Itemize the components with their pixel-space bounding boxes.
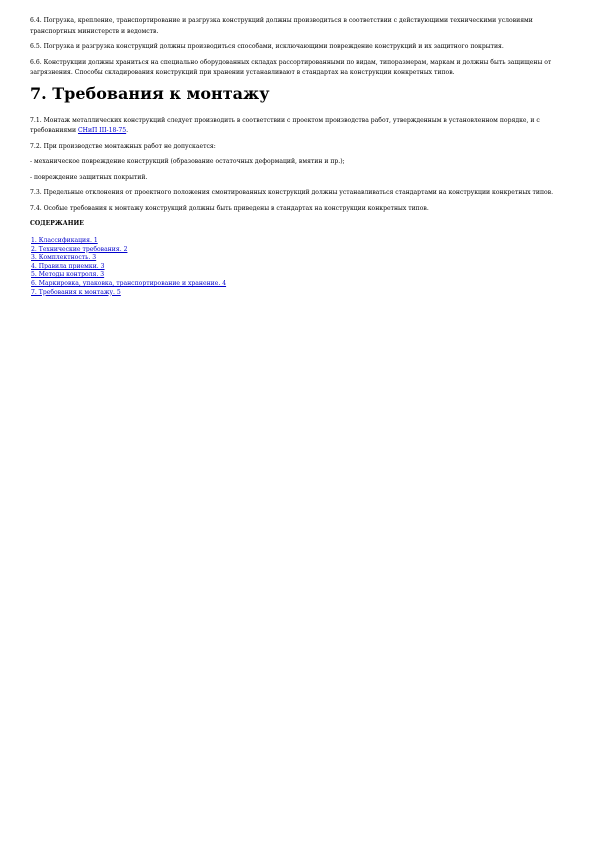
list-item-mechanical-damage: - механическое повреждение конструкций (образование остаточных деформаций, вмятин и пр.); [30,158,345,165]
snip-link[interactable]: СНиП III-18-75 [78,127,127,134]
toc-link-technical-requirements[interactable]: 2. Технические требования. 2 [31,245,128,253]
document-page [30,16,570,297]
toc-link-acceptance-rules[interactable]: 4. Правила приемки. 3 [31,262,105,270]
paragraph-7-1-text: 7.1. Монтаж металлических конструкций следует производить в соответствии с проектом производства работ, утвержденным в установленном порядке, и с требованиями [30,116,540,134]
toc-item [31,280,570,289]
toc-title: СОДЕРЖАНИЕ [30,220,84,227]
list-item-coating-damage: - повреждение защитных покрытий. [30,173,148,181]
section-heading: 7. Требования к монтажу [30,83,270,103]
paragraph-7-4: 7.4. Особые требования к монтажу конструкций должны быть приведены в стандартах на конструкции конкретных типов. [30,204,429,212]
paragraph-7-2: 7.2. При производстве монтажных работ не допускается: [30,142,216,150]
toc-item [31,271,570,280]
toc-link-control-methods[interactable]: 5. Методы контроля. 3 [31,271,105,279]
toc-item [31,289,570,298]
paragraph-7-1 [30,116,570,137]
paragraph-6-4: 6.4. Погрузка, крепление, транспортирование и разгрузка конструкций должны производиться в соответствии с действующими техническими условиями транспортных министерств и ведомств. [30,17,533,35]
toc-item [31,237,570,246]
paragraph-6-6: 6.6. Конструкции должны храниться на специально оборудованных складах рассортированными по видам, типоразмерам, маркам и должны быть защищены от загрязнения. Способы складирования конструкций при хранении устанавливают в стандартах на конструкции конкретных типов. [30,58,552,76]
paragraph-6-5: 6.5. Погрузка и разгрузка конструкций должны производиться способами, исключающими повреждение конструкций и их защитного покрытия. [30,43,504,50]
paragraph-7-3: 7.3. Предельные отклонения от проектного положения смонтированных конструкций должны устанавливаться стандартами на конструкции конкретных типов. [30,189,554,196]
toc-item [31,246,570,255]
table-of-contents [30,237,570,297]
paragraph-7-1-end: . [126,127,129,134]
toc-link-classification[interactable]: 1. Классификация. 1 [31,237,98,244]
toc-link-mounting[interactable]: 7. Требования к монтажу. 5 [31,288,121,296]
toc-link-marking-storage[interactable]: 6. Маркировка, упаковка, транспортирование и хранение. 4 [31,279,227,287]
toc-item [31,254,570,263]
toc-item [31,263,570,272]
toc-link-completeness[interactable]: 3. Комплектность. 3 [31,254,97,262]
